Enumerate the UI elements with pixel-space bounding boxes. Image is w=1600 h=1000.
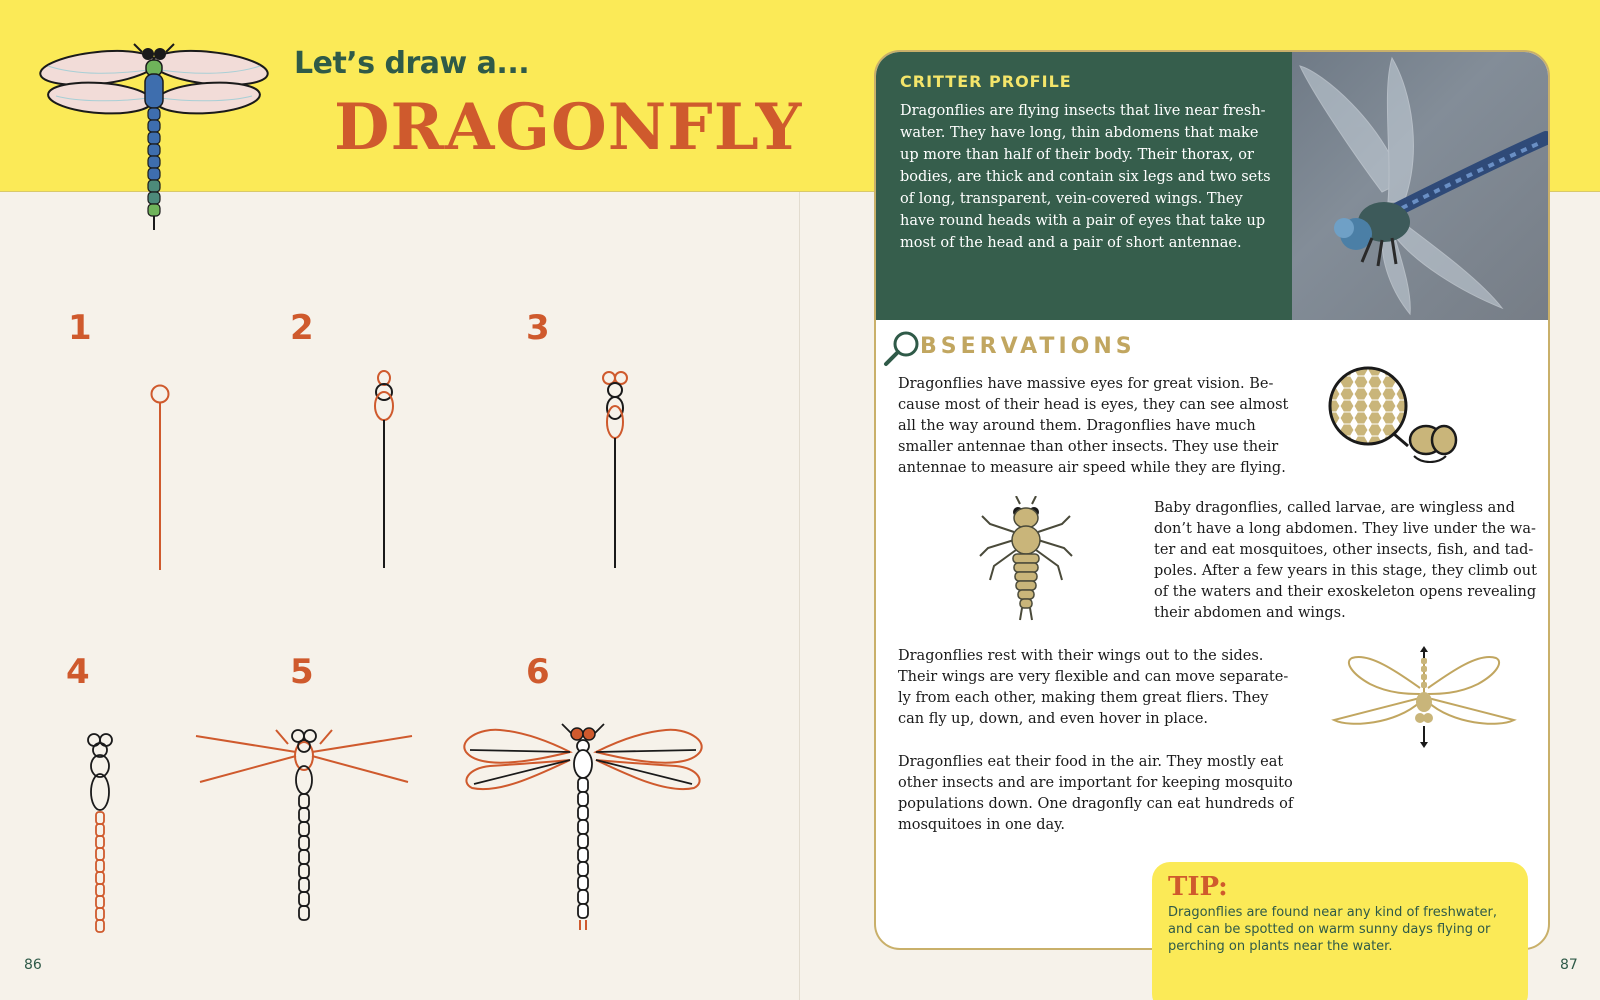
tip-text: Dragonflies are found near any kind of freshwater, and can be spotted on warm sunny days flying or perching on plants near the water. bbox=[1168, 905, 1497, 954]
header-dragonfly-illustration bbox=[38, 40, 270, 240]
magnifier-icon bbox=[882, 328, 922, 368]
page-number-left: 86 bbox=[24, 957, 42, 973]
page-spine bbox=[799, 192, 800, 1000]
observations-title-rest: BSERVATIONS bbox=[920, 334, 1136, 359]
step-2-drawing bbox=[364, 364, 404, 574]
resting-wings-illustration bbox=[1330, 644, 1518, 756]
step-3-drawing bbox=[595, 364, 635, 574]
facts-card bbox=[874, 50, 1550, 950]
step-number-3: 3 bbox=[526, 308, 550, 348]
title-dragonfly: DRAGONFLY bbox=[334, 90, 803, 165]
step-number-2: 2 bbox=[290, 308, 314, 348]
dragonfly-photo-image bbox=[1292, 52, 1550, 320]
dragonfly-photo bbox=[1292, 52, 1550, 320]
step-6-drawing bbox=[460, 722, 706, 936]
observations-title bbox=[920, 334, 1136, 359]
step-number-1: 1 bbox=[68, 308, 92, 348]
step-4-drawing bbox=[80, 730, 120, 936]
observation-paragraph-1: Dragonflies have massive eyes for great vision. Be-cause most of their head is eyes, they can see almost all the way around them. Dragonflies have much smaller antennae than other insects. They use their antennae to measure air speed while they are flying. bbox=[898, 376, 1289, 476]
step-number-4: 4 bbox=[66, 652, 90, 692]
critter-profile-text: Dragonflies are flying insects that live near fresh-water. They have long, thin abdomens that make up more than half of their body. Their thorax, or bodies, are thick and contain six legs and two sets of long, transparent, vein-covered wings. They have round heads with a pair of eyes that take up most of the head and a pair of short antennae. bbox=[900, 103, 1271, 251]
tip-box bbox=[1152, 862, 1528, 1000]
step-1-drawing bbox=[140, 380, 180, 580]
step-number-6: 6 bbox=[526, 652, 550, 692]
compound-eye-illustration bbox=[1326, 364, 1462, 470]
larva-illustration bbox=[976, 496, 1076, 622]
title-lets-draw: Let’s draw a... bbox=[294, 46, 530, 81]
observation-paragraph-4: Dragonflies eat their food in the air. They mostly eat other insects and are important for keeping mosquito populations down. One dragonfly can eat hundreds of mosquitoes in one day. bbox=[898, 754, 1294, 833]
critter-profile-title: CRITTER PROFILE bbox=[900, 72, 1072, 91]
step-5-drawing bbox=[192, 724, 416, 936]
observation-paragraph-2: Baby dragonflies, called larvae, are wingless and don’t have a long abdomen. They live under the wa-ter and eat mosquitoes, other insects, fish, and tad-poles. After a few years in this stage, they climb out of the waters and their exoskeleton opens revealing their abdomen and wings. bbox=[1154, 500, 1537, 621]
tip-title: TIP: bbox=[1168, 872, 1228, 902]
critter-profile-panel bbox=[876, 52, 1292, 320]
observation-paragraph-3: Dragonflies rest with their wings out to the sides. Their wings are very flexible and can move separate-ly from each other, making them great fliers. They can fly up, down, and even hover in place. bbox=[898, 648, 1289, 727]
page-number-right: 87 bbox=[1560, 957, 1578, 973]
step-number-5: 5 bbox=[290, 652, 314, 692]
